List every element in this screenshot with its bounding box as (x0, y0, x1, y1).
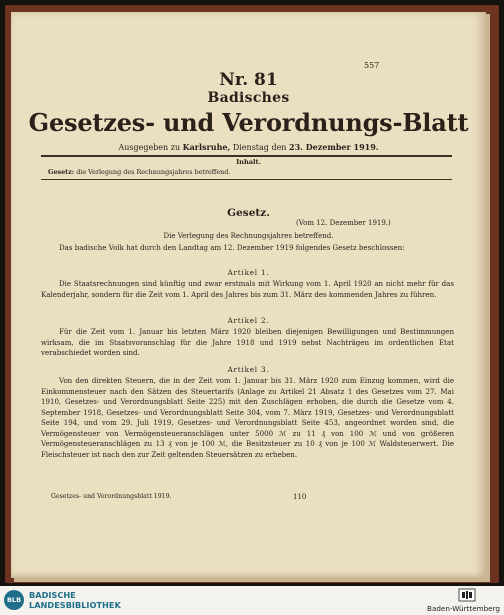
law-preamble: Das badische Volk hat durch den Landtag am 12. Dezember 1919 folgendes Gesetz beschlossen: (59, 243, 405, 252)
article-3-text: Von den direkten Steuern, die in der Zeit vom 1. Januar bis 31. März 1920 zum Einzug kommen, wird die Einkommensteuer nach den Sätzen des Steuertarifs (Anlage zu Artikel 21 Absatz 1 des Gesetzes vom 27. Mai 1910, Gesetzes- und Verordnungsblatt Seite 225) mit den Zuschlägen erhoben, die durch die Gesetze vom 4. September 1918, Gesetzes- und Verordnungsblatt Seite 304, vom 7. März 1919, Gesetzes- und Verordnungsblatt Seite 194, und vom 29. Juli 1919, Gesetzes- und Verordnungsblatt Seite 453, angeordnet worden sind, die Vermögensteuer von Vermögensteueranschlägen unter 5000 ℳ zu 11 ₰ von 100 ℳ und von größeren Vermögensteueranschlägen zu 13 ₰ von je 100 ℳ, die Besitzsteuer zu 10 ₰ von je 100 ℳ Waldsteuerwert. Die Fleischsteuer ist nach den zur Zeit geltenden Steuersätzen zu erheben. (41, 376, 454, 459)
gazette-title: Gesetzes- und Verordnungs-Blatt (28, 108, 469, 137)
toc-heading: Inhalt. (236, 158, 261, 166)
toc-entry (48, 168, 230, 176)
edition-line (11, 142, 486, 152)
footer-number: 110 (293, 493, 307, 501)
header-rule (41, 155, 452, 157)
article-1-text: Die Staatsrechnungen sind künftig und zwar erstmals mit Wirkung vom 1. April 1920 an nicht mehr für das Kalenderjahr, sondern für die Zeit vom 1. April des Jahres bis zum 31. März des kommenden Jahres zu führen. (41, 279, 454, 299)
baden-wuerttemberg-crest-icon[interactable] (456, 588, 478, 602)
law-date: (Vom 12. Dezember 1919.) (296, 219, 391, 227)
state-name: Baden-Württemberg (427, 604, 500, 613)
library-name-line2: LANDESBIBLIOTHEK (29, 600, 121, 610)
toc-entry-label: Gesetz: (48, 168, 75, 176)
toc-entry-text: die Verlegung des Rechnungsjahres betreffend. (76, 168, 231, 176)
article-2-text: Für die Zeit vom 1. Januar bis letzten März 1920 bleiben diejenigen Bewilligungen und Bestimmungen wirksam, die im Staatsvoranschlag für die Jahre 1918 und 1919 nebst Nachträgen im ordentlichen Etat verabschiedet worden sind. (41, 327, 454, 357)
edition-prefix: Ausgegeben zu (118, 143, 181, 152)
page-number: 557 (364, 61, 380, 70)
library-name-line1: BADISCHE (29, 590, 76, 600)
issue-number: Nr. 81 (219, 70, 278, 90)
article-1-heading: Artikel 1. (227, 268, 270, 277)
blb-logo-icon[interactable]: BLB (4, 590, 24, 610)
publication-name: Badisches (207, 90, 290, 106)
article-3-heading: Artikel 3. (227, 365, 270, 374)
edition-date: 23. Dezember 1919. (289, 142, 379, 152)
edition-place: Karlsruhe, (182, 142, 231, 152)
article-2-heading: Artikel 2. (227, 316, 270, 325)
footer-publication: Gesetzes- und Verordnungsblatt 1919. (51, 493, 172, 500)
library-name[interactable] (29, 590, 121, 610)
toc-rule (41, 179, 452, 180)
law-subtitle: Die Verlegung des Rechnungsjahres betreffend. (163, 232, 334, 240)
law-title: Gesetz. (227, 207, 270, 219)
document-page (11, 12, 486, 578)
edition-weekday: Dienstag den (232, 143, 287, 152)
